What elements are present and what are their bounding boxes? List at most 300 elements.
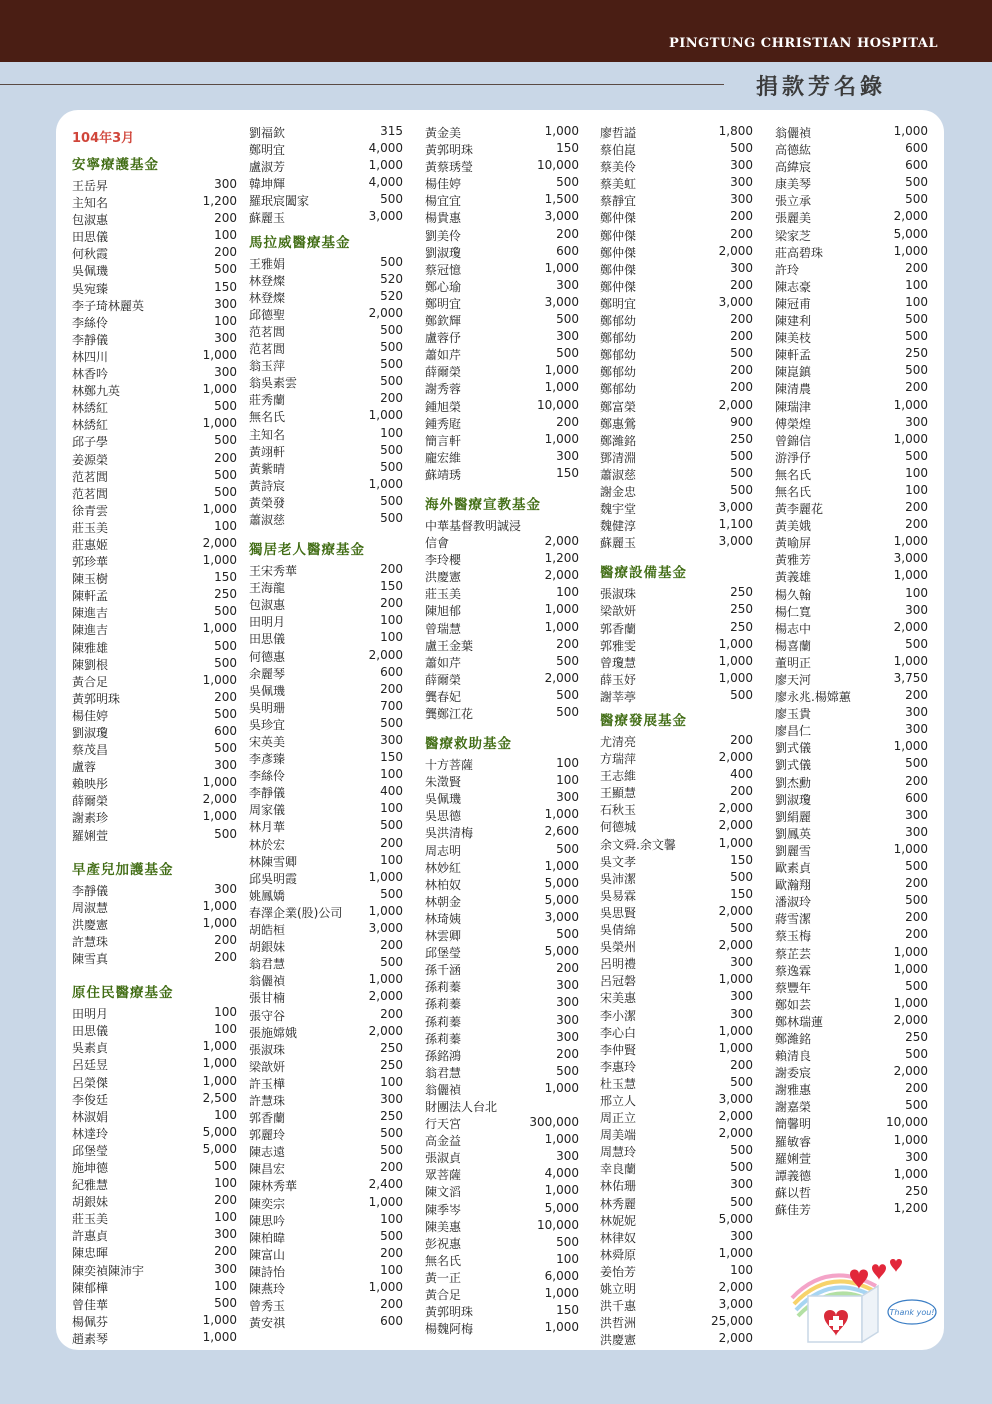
donor-name: 李靜儀 — [249, 786, 286, 801]
donation-amount: 3,000 — [718, 294, 753, 309]
donation-amount: 1,000 — [893, 397, 928, 412]
donor-name: 鄭心瑜 — [425, 279, 462, 294]
donor-name: 龔鄭江花 — [425, 707, 474, 721]
donor-row — [249, 124, 403, 141]
donation-amount: 10,000 — [537, 397, 579, 412]
donation-amount: 2,000 — [718, 397, 753, 412]
donor-name: 林四川 — [72, 349, 109, 364]
donor-name: 鄭如芸 — [775, 997, 812, 1012]
donation-amount: 3,000 — [893, 551, 928, 566]
donor-name: 鄭郁幼 — [600, 348, 637, 363]
donor-row — [425, 756, 579, 773]
report-month: 104年3月 — [72, 131, 135, 146]
donor-name: 周正立 — [600, 1111, 637, 1126]
donor-row — [600, 244, 753, 261]
donor-row — [775, 654, 928, 671]
donor-row — [425, 141, 579, 158]
donor-row — [72, 1056, 237, 1073]
donor-name: 陳冠甫 — [775, 296, 812, 311]
donor-name: 翁玉萍 — [249, 359, 286, 374]
donor-name: 張施嫦娥 — [249, 1025, 298, 1040]
donation-amount: 500 — [730, 1160, 753, 1175]
donation-amount: 500 — [905, 448, 928, 463]
donation-amount: 500 — [214, 467, 237, 482]
donor-row — [775, 927, 928, 944]
donor-row — [775, 945, 928, 962]
donor-column-2 — [249, 124, 403, 1331]
donor-name: 魏宇堂 — [600, 502, 637, 517]
donation-amount: 2,000 — [718, 1126, 753, 1141]
donation-amount: 200 — [730, 329, 753, 344]
donor-name: 梁歆妍 — [249, 1059, 286, 1074]
donor-name: 眾菩薩 — [425, 1168, 462, 1183]
donor-row — [775, 1115, 928, 1132]
donor-name: 孫莉蓁 — [425, 980, 462, 995]
donor-name: 孫千涵 — [425, 963, 462, 978]
donor-name: 田明月 — [249, 615, 286, 630]
donor-name: 陳旭郁 — [425, 604, 462, 619]
donor-row — [72, 882, 237, 899]
donor-name: 梁歆妍 — [600, 604, 637, 619]
donor-name: 陳進吉 — [72, 623, 109, 638]
donor-row — [249, 1075, 403, 1092]
donor-name: 蔡美伶 — [600, 160, 637, 175]
donor-row — [775, 363, 928, 380]
donor-name: 陳季岑 — [425, 1202, 462, 1217]
donor-row — [425, 449, 579, 466]
donation-amount: 200 — [214, 450, 237, 465]
donation-amount: 1,000 — [893, 841, 928, 856]
donation-amount: 300 — [730, 260, 753, 275]
donation-amount: 200 — [905, 260, 928, 275]
donor-name: 陳建利 — [775, 314, 812, 329]
donor-name: 薛爾榮 — [425, 365, 462, 380]
donor-row — [775, 910, 928, 927]
donor-name: 鄭仲傑 — [600, 211, 637, 226]
donation-amount: 1,000 — [544, 1132, 579, 1147]
donation-amount: 2,000 — [368, 1023, 403, 1038]
donor-row — [72, 485, 237, 502]
donor-row — [249, 272, 403, 289]
donor-name: 鄧清淵 — [600, 450, 637, 465]
donation-amount: 900 — [730, 414, 753, 429]
donor-row — [72, 519, 237, 536]
donor-name: 林琦姨 — [425, 911, 462, 926]
donation-amount: 2,000 — [718, 1109, 753, 1124]
donor-name: 李小潔 — [600, 1008, 637, 1023]
donation-amount: 500 — [380, 459, 403, 474]
donor-row — [72, 933, 237, 950]
donation-amount: 500 — [380, 818, 403, 833]
donor-row — [425, 585, 579, 602]
donation-amount: 2,000 — [893, 1064, 928, 1079]
donation-amount: 2,000 — [718, 243, 753, 258]
donation-amount: 250 — [380, 1040, 403, 1055]
donation-amount: 100 — [905, 465, 928, 480]
donor-row — [72, 365, 237, 382]
donor-name: 劉式儀 — [775, 741, 812, 756]
donor-row — [600, 972, 753, 989]
donor-name: 黃金美 — [425, 126, 462, 140]
donor-name: 陳雅雄 — [72, 640, 109, 655]
donation-amount: 500 — [905, 312, 928, 327]
donation-amount: 200 — [556, 226, 579, 241]
donation-amount: 200 — [214, 1193, 237, 1208]
donation-amount: 300 — [214, 1261, 237, 1276]
donation-amount: 500 — [556, 927, 579, 942]
donor-name: 洪慶憲 — [600, 1333, 637, 1348]
donor-name: 林達玲 — [72, 1126, 109, 1141]
donor-row — [600, 767, 753, 784]
donation-amount: 200 — [730, 312, 753, 327]
donor-row — [600, 602, 753, 619]
donor-name: 龔春妃 — [425, 689, 462, 704]
donation-amount: 600 — [905, 158, 928, 173]
donor-row — [775, 808, 928, 825]
donation-amount: 315 — [380, 124, 403, 138]
donation-amount: 100 — [905, 585, 928, 600]
donor-row — [72, 536, 237, 553]
donor-row — [425, 620, 579, 637]
donation-amount: 150 — [380, 579, 403, 594]
donor-name: 鄭明宜 — [425, 296, 462, 311]
donor-name: 蘇佳芳 — [775, 1202, 812, 1217]
donor-name: 無名氏 — [775, 467, 812, 482]
donor-name: 洪慶憲 — [72, 917, 109, 932]
donor-name: 李彥臻 — [249, 752, 286, 767]
donation-amount: 300 — [730, 1006, 753, 1021]
donor-row — [425, 432, 579, 449]
donation-amount: 1,000 — [718, 653, 753, 668]
donation-amount: 1,000 — [544, 1080, 579, 1095]
donor-row — [72, 1022, 237, 1039]
donor-row — [249, 613, 403, 630]
donor-name: 郭香蘭 — [249, 1111, 286, 1126]
donor-row — [425, 1115, 579, 1132]
donor-name: 蔡冠憶 — [425, 262, 462, 277]
donor-name: 吳珍宜 — [249, 717, 286, 732]
donor-name: 楊志中 — [775, 621, 812, 636]
donation-amount: 3,000 — [368, 209, 403, 224]
donor-name: 張守谷 — [249, 1008, 286, 1023]
donation-amount: 1,200 — [202, 194, 237, 209]
donation-amount: 200 — [380, 1160, 403, 1175]
donation-amount: 2,000 — [202, 535, 237, 550]
donation-amount: 100 — [380, 852, 403, 867]
donor-name: 姚鳳嬌 — [249, 888, 286, 903]
donation-amount: 500 — [556, 346, 579, 361]
donation-amount: 200 — [380, 938, 403, 953]
donor-name: 李俊廷 — [72, 1092, 109, 1107]
donor-row — [775, 1013, 928, 1030]
donor-name: 洪千惠 — [600, 1299, 637, 1314]
donor-row — [775, 192, 928, 209]
donation-amount: 200 — [380, 1297, 403, 1312]
donor-name: 田思儀 — [72, 230, 109, 245]
donor-row — [72, 262, 237, 279]
top-banner — [0, 0, 992, 62]
donor-name: 宋美惠 — [600, 991, 637, 1006]
donor-row — [425, 1286, 579, 1303]
donor-name: 范茗閭 — [72, 486, 109, 501]
donation-amount: 300 — [905, 414, 928, 429]
donation-amount: 1,000 — [368, 1280, 403, 1294]
donor-name: 楊佳婷 — [72, 708, 109, 723]
donor-row — [72, 724, 237, 741]
donor-column-5 — [775, 124, 928, 1218]
donor-row — [249, 921, 403, 938]
donor-row — [425, 859, 579, 876]
donor-row — [72, 1142, 237, 1159]
donor-row — [775, 1064, 928, 1081]
donor-row — [249, 426, 403, 443]
donation-amount: 500 — [905, 175, 928, 190]
donation-amount: 500 — [214, 826, 237, 841]
donation-amount: 2,000 — [893, 209, 928, 224]
donation-amount: 500 — [380, 1126, 403, 1141]
donor-name: 黃美娥 — [775, 519, 812, 534]
donor-row — [425, 824, 579, 841]
donor-row — [425, 790, 579, 807]
donor-row — [72, 1227, 237, 1244]
donor-name: 洪慶憲 — [425, 570, 462, 585]
donor-row — [600, 466, 753, 483]
donor-row — [72, 245, 237, 262]
donor-row — [249, 596, 403, 613]
donation-amount: 300 — [905, 1149, 928, 1164]
donor-name: 王岳昇 — [72, 179, 109, 193]
donor-name: 黃喻屏 — [775, 536, 812, 551]
donation-amount: 100 — [214, 1176, 237, 1191]
donor-name: 陳劉根 — [72, 657, 109, 672]
donor-name: 陳美惠 — [425, 1219, 462, 1234]
donation-amount: 1,000 — [202, 1039, 237, 1054]
donor-name: 陳玉樹 — [72, 572, 109, 587]
donor-name: 陳富山 — [249, 1247, 286, 1262]
donation-amount: 250 — [380, 1057, 403, 1072]
fund-heading: 醫療發展基金 — [600, 713, 687, 729]
donor-name: 田思儀 — [249, 632, 286, 647]
donor-name: 盧淑芳 — [249, 160, 286, 175]
donation-amount: 6,000 — [544, 1268, 579, 1283]
donor-row — [249, 1007, 403, 1024]
donor-row — [72, 1279, 237, 1296]
donor-name: 蘇以哲 — [775, 1185, 812, 1200]
donor-row — [600, 175, 753, 192]
donor-row — [72, 1244, 237, 1261]
donor-row — [72, 587, 237, 604]
donor-name: 陳奕禎陳沛宇 — [72, 1263, 145, 1278]
donor-name: 呂榮傑 — [72, 1075, 109, 1090]
donor-name: 王宋秀華 — [249, 564, 298, 579]
donor-row — [425, 1235, 579, 1252]
donation-amount: 1,000 — [718, 835, 753, 850]
donor-row — [249, 733, 403, 750]
donation-amount: 1,000 — [544, 431, 579, 446]
donor-row — [425, 158, 579, 175]
donor-row — [600, 1297, 753, 1314]
donor-row — [249, 494, 403, 511]
donation-amount: 100 — [214, 313, 237, 328]
donation-amount: 400 — [730, 767, 753, 782]
donor-row — [600, 921, 753, 938]
donor-name: 鄭惠鶯 — [600, 416, 637, 431]
donation-amount: 300 — [730, 1228, 753, 1243]
donation-amount: 1,000 — [893, 653, 928, 668]
donation-amount: 1,000 — [718, 972, 753, 987]
donor-row — [425, 807, 579, 824]
donation-amount: 1,000 — [893, 944, 928, 959]
donation-amount: 150 — [730, 886, 753, 901]
donor-row — [72, 331, 237, 348]
donor-row — [600, 1212, 753, 1229]
donation-amount: 200 — [214, 689, 237, 704]
donor-name: 謝金忠 — [600, 484, 637, 499]
donation-amount: 400 — [380, 784, 403, 799]
donation-amount: 100 — [214, 1005, 237, 1020]
donor-row — [249, 192, 403, 209]
donor-row — [425, 517, 579, 534]
donor-row — [72, 1193, 237, 1210]
donation-amount: 100 — [214, 1210, 237, 1225]
donation-amount: 300 — [380, 733, 403, 747]
donor-name: 廖玉貴 — [775, 707, 812, 722]
donor-row — [72, 1074, 237, 1091]
donor-name: 林月華 — [249, 820, 286, 835]
donation-amount: 1,000 — [368, 869, 403, 884]
donation-amount: 1,000 — [368, 972, 403, 987]
fund-heading: 獨居老人醫療基金 — [249, 542, 365, 559]
donor-name: 張麗美 — [775, 211, 812, 226]
donor-name: 高緯宸 — [775, 160, 812, 175]
donation-amount: 1,000 — [893, 995, 928, 1010]
donation-amount: 100 — [380, 613, 403, 628]
donor-row — [72, 621, 237, 638]
donor-name: 鍾旭榮 — [425, 399, 462, 414]
donor-row — [425, 175, 579, 192]
donation-amount: 200 — [214, 950, 237, 965]
donor-row — [775, 158, 928, 175]
donation-amount: 150 — [556, 465, 579, 480]
donor-row — [249, 1314, 403, 1331]
donation-amount: 200 — [730, 277, 753, 292]
donation-amount: 100 — [214, 228, 237, 243]
donor-row — [600, 1314, 753, 1331]
donation-amount: 5,000 — [544, 1200, 579, 1215]
donor-row — [775, 278, 928, 295]
donor-name: 孫莉蓁 — [425, 997, 462, 1012]
donation-amount: 200 — [556, 1046, 579, 1061]
donor-row — [72, 775, 237, 792]
donor-name: 蔣雪潔 — [775, 912, 812, 927]
donor-row — [600, 688, 753, 705]
donor-name: 陳清農 — [775, 382, 812, 397]
donation-amount: 600 — [380, 1314, 403, 1329]
donor-name: 宋英美 — [249, 735, 286, 749]
donation-amount: 200 — [730, 733, 753, 747]
donation-amount: 200 — [905, 688, 928, 703]
donor-row — [775, 227, 928, 244]
donor-name: 陳昌宏 — [249, 1162, 286, 1177]
donor-name: 邱堡瑩 — [425, 946, 462, 961]
donation-amount: 600 — [556, 243, 579, 258]
donation-amount: 1,000 — [544, 1320, 579, 1335]
donor-name: 鄭仲傑 — [600, 279, 637, 294]
donor-row — [249, 141, 403, 158]
donation-amount: 5,000 — [202, 1141, 237, 1156]
donor-row — [72, 1330, 237, 1347]
donor-row — [600, 1280, 753, 1297]
donation-amount: 4,000 — [544, 1166, 579, 1181]
donation-amount: 500 — [905, 636, 928, 651]
donation-amount: 1,000 — [718, 1023, 753, 1038]
donor-row — [600, 1058, 753, 1075]
donation-amount: 500 — [556, 687, 579, 702]
donor-row — [775, 175, 928, 192]
donor-row — [72, 433, 237, 450]
donation-amount: 500 — [214, 655, 237, 670]
donor-row — [600, 733, 753, 750]
donor-name: 蔡美虹 — [600, 177, 637, 192]
donor-row — [775, 1047, 928, 1064]
donation-amount: 500 — [905, 1047, 928, 1062]
donor-row — [600, 1024, 753, 1041]
donor-column-1 — [72, 124, 237, 1347]
donor-name: 劉美伶 — [425, 228, 462, 243]
donation-amount: 100 — [556, 585, 579, 600]
donor-row — [249, 1229, 403, 1246]
donation-amount: 500 — [556, 312, 579, 327]
donation-amount: 150 — [380, 750, 403, 765]
donor-name: 韓坤輝 — [249, 177, 286, 192]
donor-row — [425, 295, 579, 312]
donation-amount: 1,000 — [718, 670, 753, 685]
donation-amount: 500 — [214, 741, 237, 756]
donor-row — [249, 836, 403, 853]
donation-amount: 1,000 — [893, 124, 928, 138]
donation-amount: 200 — [380, 681, 403, 696]
donor-name: 莊玉美 — [72, 520, 109, 535]
donor-name: 林登燦 — [249, 290, 286, 305]
donor-row — [600, 870, 753, 887]
donation-amount: 300 — [905, 722, 928, 737]
donation-amount: 1,800 — [718, 124, 753, 138]
donor-name: 賴清良 — [775, 1049, 812, 1064]
donation-amount: 250 — [730, 585, 753, 600]
donation-amount: 300 — [905, 602, 928, 617]
donation-amount: 1,000 — [893, 534, 928, 549]
donation-amount: 500 — [730, 921, 753, 936]
donor-row — [600, 620, 753, 637]
donor-row — [72, 1313, 237, 1330]
donor-row — [600, 1160, 753, 1177]
donor-row — [775, 517, 928, 534]
donor-name: 蔡逸霖 — [775, 963, 812, 978]
donor-name: 蔡芷芸 — [775, 946, 812, 961]
donation-amount: 300 — [214, 881, 237, 896]
donor-row — [600, 585, 753, 602]
donation-amount: 200 — [214, 932, 237, 947]
donor-name: 郭香蘭 — [600, 621, 637, 636]
donor-row — [600, 836, 753, 853]
donor-name: 曾秀玉 — [249, 1299, 286, 1314]
donor-name: 行天宮 — [425, 1117, 462, 1132]
donor-name: 周志明 — [425, 843, 462, 858]
donor-row — [600, 938, 753, 955]
donor-name: 廖天河 — [775, 673, 812, 687]
donor-name: 鄭明宜 — [249, 143, 286, 158]
donation-amount: 1,000 — [202, 809, 237, 824]
